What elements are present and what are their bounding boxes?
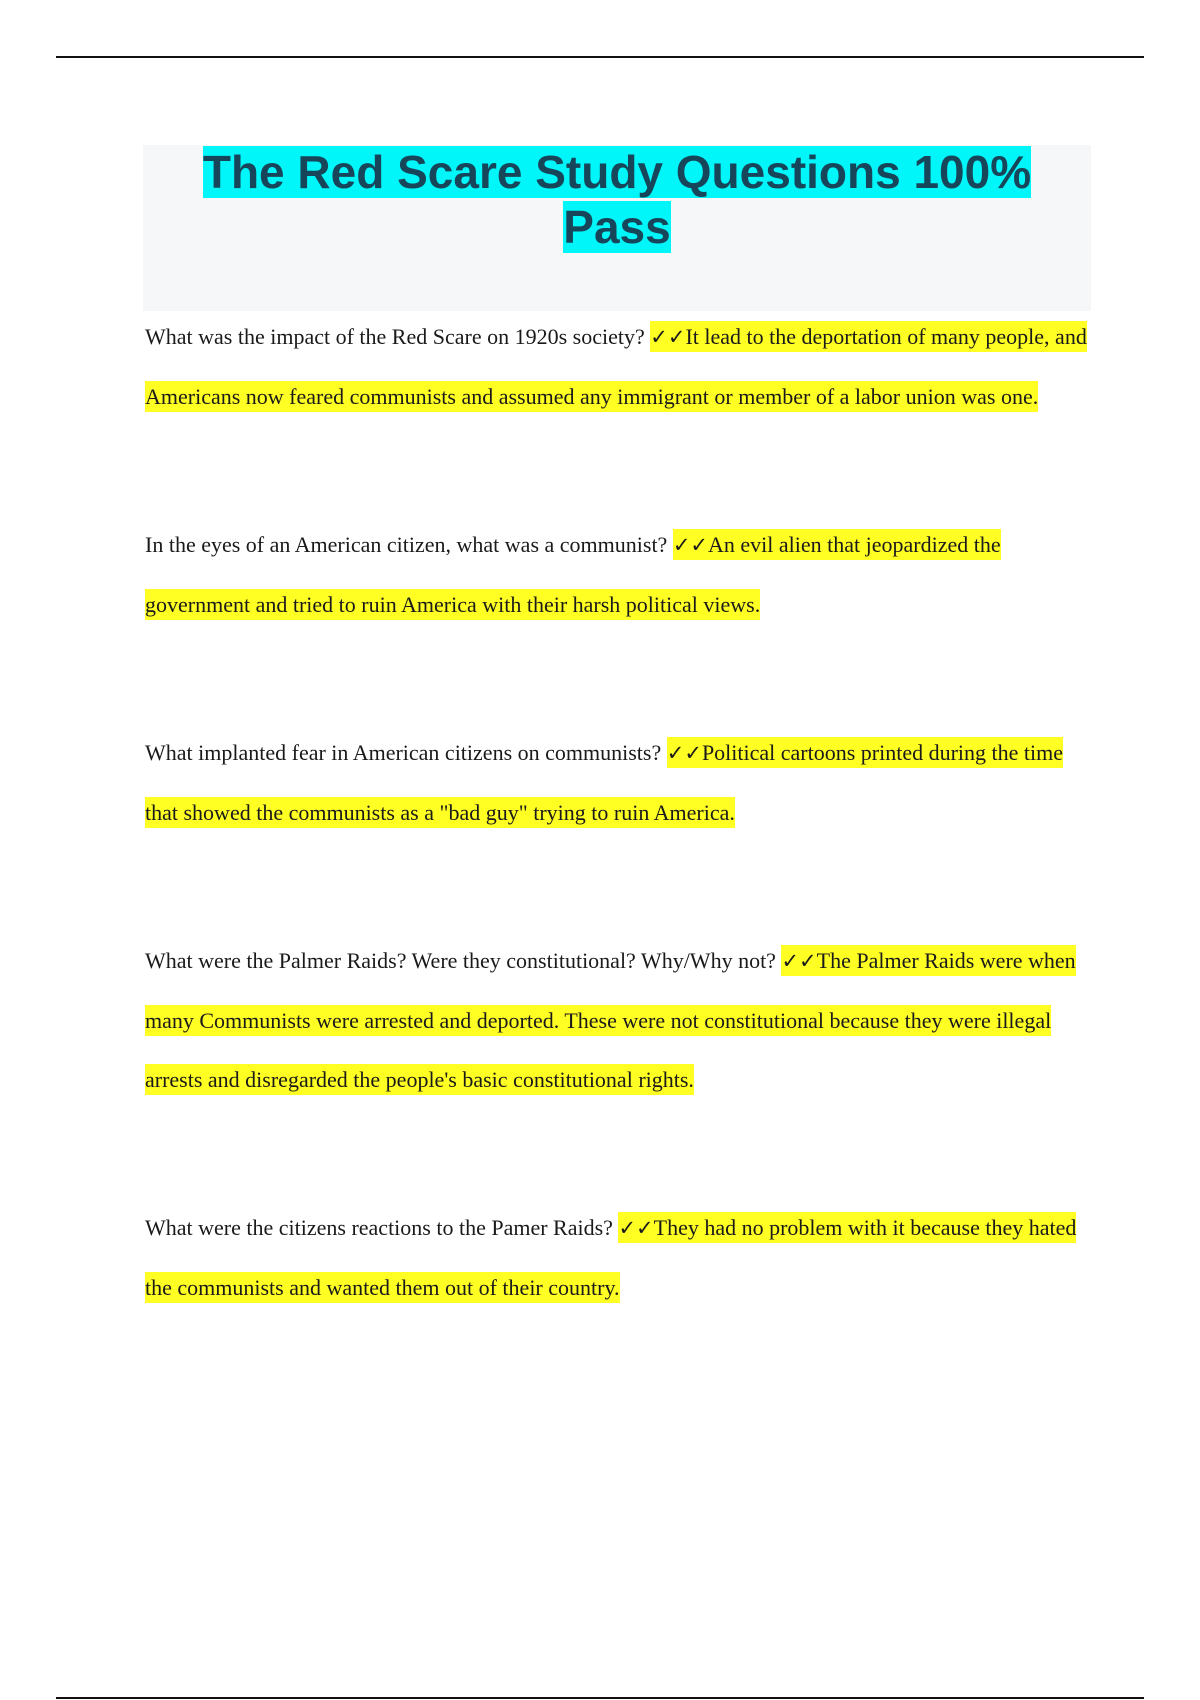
qa-item-3 [145,723,1090,842]
double-check-icon: ✓✓ [672,533,709,557]
question-text: What were the Palmer Raids? Were they constitutional? Why/Why not? [145,948,776,973]
qa-item-4 [145,931,1090,1109]
bottom-rule [56,1697,1144,1699]
title-highlight: The Red Scare Study Questions 100% Pass [202,146,1032,253]
qa-list [145,307,1090,1317]
answer-text: Political cartoons printed during the time that showed the communists as a "bad guy" trying to ruin America. [145,740,1064,825]
top-rule [56,56,1144,58]
page-title [143,145,1091,255]
qa-item-5 [145,1198,1090,1317]
question-text: What were the citizens reactions to the Pamer Raids? [145,1215,613,1240]
double-check-icon: ✓✓ [666,741,702,765]
question-text: What was the impact of the Red Scare on 1920s society? [145,324,645,349]
question-text: In the eyes of an American citizen, what was a communist? [145,532,668,557]
question-text: What implanted fear in American citizens on communists? [145,740,662,765]
double-check-icon: ✓✓ [650,325,686,349]
qa-item-1 [145,307,1090,426]
answer-text: It lead to the deportation of many people, and Americans now feared communists and assumed any immigrant or member of a labor union was one. [145,324,1087,409]
qa-item-2 [145,515,1090,634]
answer-text: The Palmer Raids were when many Communists were arrested and deported. These were not constitutional because they were illegal arrests and disregarded the people's basic constitutional rights. [145,948,1076,1092]
answer-text: An evil alien that jeopardized the government and tried to ruin America with their harsh political views. [145,532,1001,617]
double-check-icon: ✓✓ [781,949,817,973]
double-check-icon: ✓✓ [618,1216,654,1240]
title-block [143,145,1091,311]
answer-text: They had no problem with it because they hated the communists and wanted them out of their country. [145,1215,1077,1300]
